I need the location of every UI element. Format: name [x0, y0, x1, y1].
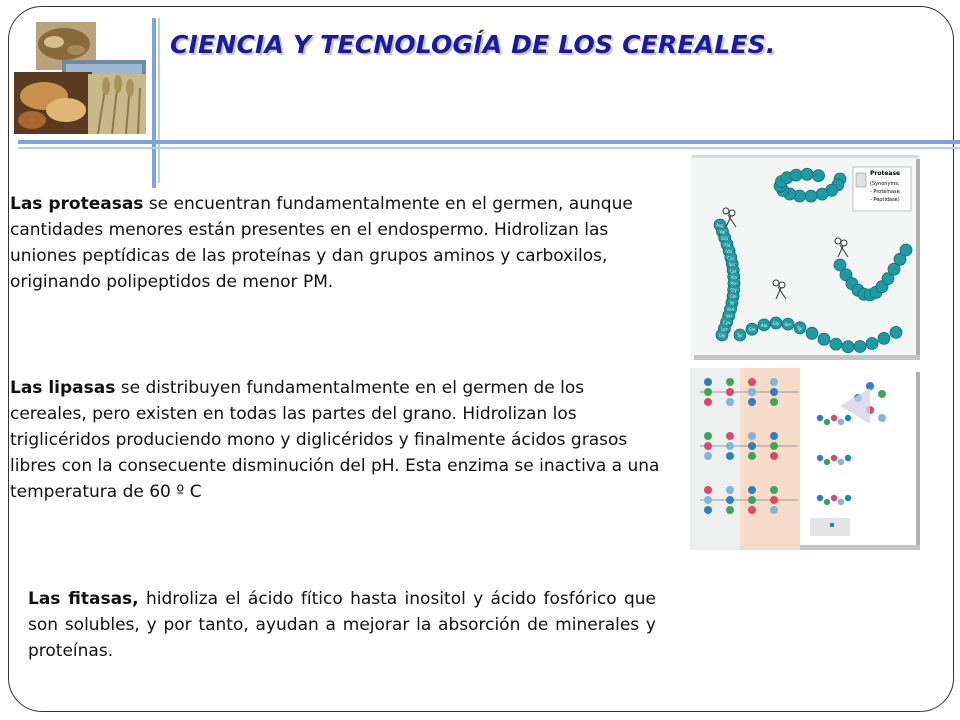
- amino-acid-bead: [900, 244, 912, 256]
- residue-label: Ile: [729, 300, 735, 306]
- amino-acid-bead: [813, 170, 825, 182]
- amino-acid-bead: [816, 188, 828, 200]
- horizontal-accent-bar: [18, 140, 960, 144]
- residue-label: Lys: [721, 326, 728, 332]
- residue-label: Asn: [726, 307, 735, 313]
- residue-label: Gly: [718, 333, 726, 338]
- atom-dot: [831, 415, 837, 421]
- atom-dot: [824, 419, 830, 425]
- protease-illustration: [690, 155, 920, 360]
- residue-label: Gln: [729, 294, 737, 300]
- amino-acid-bead: [854, 341, 866, 353]
- atom-dot: [770, 442, 778, 450]
- atom-dot: [726, 432, 734, 440]
- atom-dot: [704, 432, 712, 440]
- residue-label: Ala: [760, 322, 768, 328]
- amino-acid-bead: [890, 326, 902, 338]
- atom-dot: [817, 455, 823, 461]
- atom-dot: [726, 378, 734, 386]
- atom-dot: [817, 415, 823, 421]
- atom-dot: [838, 419, 844, 425]
- legend-line-1: (Synonyms:: [870, 181, 900, 187]
- atom-dot: [770, 432, 778, 440]
- atom-dot: [845, 455, 851, 461]
- text-fitasas: hidroliza el ácido fítico hasta inositol y ácido fosfórico que son solubles, y por tanto, ayudan a mejorar la absorción de minerales y proteínas.: [28, 589, 656, 661]
- legend-box: [853, 167, 911, 211]
- atom-dot: [770, 398, 778, 406]
- atom-dot: [748, 432, 756, 440]
- legend-line-3: - Peptidase): [870, 197, 900, 203]
- amino-acid-bead: [878, 332, 890, 344]
- atom-dot: [817, 495, 823, 501]
- residue-label: Gln: [721, 235, 729, 241]
- atom-dot: [831, 455, 837, 461]
- atom-dot: [824, 459, 830, 465]
- atom-dot: [704, 496, 712, 504]
- residue-label: Tyr: [797, 325, 803, 331]
- residue-label: Ser: [728, 261, 736, 267]
- slide-title: CIENCIA Y TECNOLOGÍA DE LOS CEREALES.: [170, 30, 776, 59]
- atom-dot: [704, 442, 712, 450]
- atom-dot: [748, 452, 756, 460]
- atom-dot: [845, 495, 851, 501]
- residue-label: Asn: [730, 281, 738, 287]
- residue-label: Ala: [730, 274, 737, 280]
- atom-dot: [748, 398, 756, 406]
- horizontal-accent-bar-thin: [18, 147, 960, 149]
- atom-dot: [770, 378, 778, 386]
- residue-label: Cys: [727, 255, 735, 261]
- atom-dot: [748, 506, 756, 514]
- amino-acid-bead: [806, 327, 818, 339]
- residue-label: Gly: [730, 287, 737, 293]
- term-proteasas: Las proteasas: [10, 194, 144, 214]
- atom-dot: [726, 496, 734, 504]
- amino-acid-bead: [801, 168, 813, 180]
- amino-acid-bead: [818, 333, 830, 345]
- residue-label: Ser: [784, 322, 792, 328]
- atom-dot: [704, 378, 712, 386]
- atom-dot: [726, 486, 734, 494]
- atom-dot: [726, 452, 734, 460]
- atom-dot: [748, 378, 756, 386]
- atom-dot: [726, 506, 734, 514]
- paragraph-lipasas: [10, 375, 665, 505]
- atom-dot: [838, 459, 844, 465]
- atom-dot: [704, 452, 712, 460]
- amino-acid-bead: [842, 341, 854, 353]
- residue-label: Val: [719, 229, 726, 235]
- atom-dot: [770, 486, 778, 494]
- legend-line-2: - Proteinase: [870, 189, 900, 195]
- legend-title: Protease: [870, 170, 901, 177]
- atom-dot: [748, 388, 756, 396]
- residue-label: Gln: [748, 327, 756, 333]
- atom-dot: [824, 499, 830, 505]
- term-lipasas: Las lipasas: [10, 378, 116, 398]
- term-fitasas: Las fitasas,: [28, 589, 139, 609]
- amino-acid-bead: [830, 338, 842, 350]
- residue-label: Ala: [723, 242, 731, 248]
- residue-label: Lys: [730, 268, 737, 274]
- residue-label: Tyr: [737, 333, 743, 338]
- text-proteasas: se encuentran fundamentalmente en el germen, aunque cantidades menores están presentes en el endospermo. Hidrolizan las uniones peptídicas de las proteínas y dan grupos aminos y carboxilos, originando polipeptidos de menor PM.: [10, 194, 633, 292]
- atom-dot: [726, 442, 734, 450]
- vertical-accent-bar: [152, 18, 156, 188]
- atom-dot: [748, 496, 756, 504]
- text-lipasas: se distribuyen fundamentalmente en el germen de los cereales, pero existen en todas las partes del grano. Hidrolizan los triglicéridos produciendo mono y diglicéridos y finalmente ácidos grasos libres con la consecuente disminución del pH. Esta enzima se inactiva a una temperatura de 60 º C: [10, 378, 660, 502]
- atom-dot: [831, 495, 837, 501]
- atom-dot: [770, 496, 778, 504]
- lipase-illustration: [690, 368, 920, 550]
- residue-label: Cys: [722, 320, 731, 326]
- atom-dot: [704, 398, 712, 406]
- residue-label: Asp: [716, 223, 724, 228]
- residue-label: Gly: [772, 321, 780, 326]
- amino-acid-bead: [805, 190, 817, 202]
- atom-dot: [878, 390, 886, 398]
- atom-dot: [726, 398, 734, 406]
- atom-dot: [878, 414, 886, 422]
- paragraph-proteasas: [10, 191, 680, 295]
- amino-acid-bead: [866, 338, 878, 350]
- vertical-accent-bar-thin: [158, 18, 160, 183]
- residue-label: Val: [726, 248, 733, 254]
- atom-dot: [770, 452, 778, 460]
- atom-dot: [770, 388, 778, 396]
- atom-dot: [748, 486, 756, 494]
- atom-dot: [748, 442, 756, 450]
- atom-dot: [726, 388, 734, 396]
- atom-dot: [770, 506, 778, 514]
- atom-dot: [704, 388, 712, 396]
- atom-dot: [704, 506, 712, 514]
- amino-acid-bead: [790, 169, 802, 181]
- residue-label: Val: [725, 313, 732, 319]
- cereal-collage-image: [14, 22, 146, 134]
- paragraph-fitasas: [28, 586, 656, 664]
- atom-dot: [838, 499, 844, 505]
- atom-dot: [845, 415, 851, 421]
- atom-dot: [704, 486, 712, 494]
